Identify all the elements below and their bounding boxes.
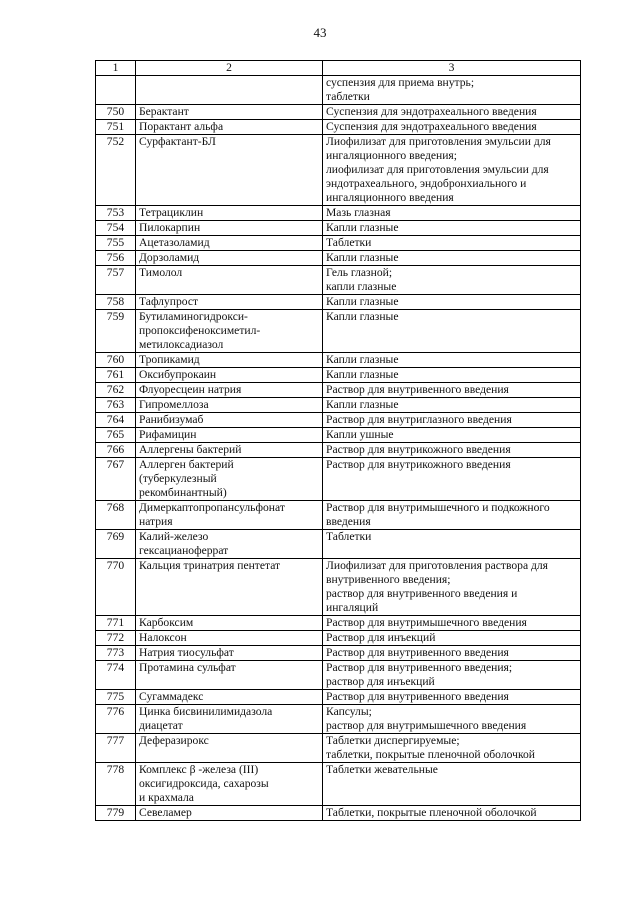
row-number: 774 — [96, 661, 136, 690]
table-row — [96, 105, 581, 120]
dosage-form-line: Капли глазные — [326, 295, 399, 308]
dosage-form-cell — [323, 559, 581, 616]
drug-name-cell — [136, 368, 323, 383]
table-row — [96, 383, 581, 398]
dosage-form-line: капли глазные — [326, 280, 397, 293]
table-row — [96, 530, 581, 559]
dosage-form-line: Капли глазные — [326, 251, 399, 264]
row-number: 777 — [96, 734, 136, 763]
dosage-form-cell — [323, 501, 581, 530]
drug-name-cell — [136, 76, 323, 105]
dosage-form-line: Суспензия для эндотрахеального введения — [326, 120, 537, 133]
dosage-form-line: Раствор для внутрикожного введения — [326, 443, 511, 456]
dosage-form-cell — [323, 353, 581, 368]
drug-name-line: Тропикамид — [139, 353, 200, 366]
table-row — [96, 76, 581, 105]
row-number: 767 — [96, 458, 136, 501]
header-col-1: 1 — [96, 61, 136, 76]
row-number: 758 — [96, 295, 136, 310]
dosage-form-cell — [323, 236, 581, 251]
row-number: 772 — [96, 631, 136, 646]
dosage-form-line: Раствор для внутривенного введения — [326, 383, 509, 396]
drug-name-cell — [136, 236, 323, 251]
drug-name-line: Тетрациклин — [139, 206, 204, 219]
table-row — [96, 251, 581, 266]
drug-name-cell — [136, 383, 323, 398]
row-number: 763 — [96, 398, 136, 413]
drug-name-cell — [136, 661, 323, 690]
dosage-form-cell — [323, 705, 581, 734]
table-row — [96, 806, 581, 821]
row-number: 750 — [96, 105, 136, 120]
dosage-form-line: Таблетки жевательные — [326, 763, 438, 776]
dosage-form-cell — [323, 806, 581, 821]
table-row — [96, 443, 581, 458]
dosage-form-line: Раствор для внутримышечного и подкожного — [326, 501, 550, 514]
dosage-form-line: Суспензия для эндотрахеального введения — [326, 105, 537, 118]
dosage-form-line: Капли глазные — [326, 310, 399, 323]
dosage-form-line: Таблетки, покрытые пленочной оболочкой — [326, 806, 537, 819]
drug-name-line: рекомбинантный) — [139, 486, 227, 499]
dosage-form-line: Капли ушные — [326, 428, 394, 441]
table-row — [96, 236, 581, 251]
dosage-form-line: Лиофилизат для приготовления раствора для — [326, 559, 549, 572]
drug-name-cell — [136, 559, 323, 616]
drug-name-cell — [136, 806, 323, 821]
dosage-form-line: введения — [326, 515, 371, 528]
table-row — [96, 763, 581, 806]
header-col-2: 2 — [136, 61, 323, 76]
dosage-form-line: суспензия для приема внутрь; — [326, 76, 475, 89]
table-row — [96, 353, 581, 368]
drug-name-line: Комплекс β -железа (III) — [139, 763, 259, 776]
drug-name-cell — [136, 206, 323, 221]
dosage-form-line: Раствор для внутрикожного введения — [326, 458, 511, 471]
drug-name-line: Аллергены бактерий — [139, 443, 242, 456]
drug-name-cell — [136, 616, 323, 631]
dosage-form-line: раствор для внутривенного введения и — [326, 587, 518, 600]
row-number: 778 — [96, 763, 136, 806]
row-number: 765 — [96, 428, 136, 443]
drug-name-line: Протамина сульфат — [139, 661, 236, 674]
row-number: 779 — [96, 806, 136, 821]
table-row — [96, 646, 581, 661]
table-row — [96, 413, 581, 428]
table-row — [96, 690, 581, 705]
dosage-form-cell — [323, 105, 581, 120]
drug-name-cell — [136, 443, 323, 458]
row-number: 764 — [96, 413, 136, 428]
dosage-form-cell — [323, 413, 581, 428]
dosage-form-line: Таблетки — [326, 236, 372, 249]
row-number: 755 — [96, 236, 136, 251]
dosage-form-line: ингаляций — [326, 601, 379, 614]
drug-name-line: пропоксифеноксиметил- — [139, 324, 261, 337]
table-row — [96, 221, 581, 236]
dosage-form-cell — [323, 458, 581, 501]
row-number: 756 — [96, 251, 136, 266]
dosage-form-line: Раствор для внутривенного введения — [326, 690, 509, 703]
drug-name-cell — [136, 501, 323, 530]
dosage-form-line: Раствор для инъекций — [326, 631, 436, 644]
table-row — [96, 266, 581, 295]
dosage-form-cell — [323, 295, 581, 310]
dosage-form-cell — [323, 661, 581, 690]
row-number: 768 — [96, 501, 136, 530]
drug-name-cell — [136, 428, 323, 443]
table-row — [96, 458, 581, 501]
page-number: 43 — [313, 25, 327, 40]
drug-name-cell — [136, 221, 323, 236]
drug-name-cell — [136, 705, 323, 734]
dosage-form-line: Раствор для внутримышечного введения — [326, 616, 527, 629]
dosage-form-line: раствор для инъекций — [326, 675, 435, 688]
dosage-form-cell — [323, 443, 581, 458]
dosage-form-cell — [323, 616, 581, 631]
row-number: 752 — [96, 135, 136, 206]
drug-name-line: Порактант альфа — [139, 120, 224, 133]
drug-table — [95, 60, 581, 821]
drug-name-line: и крахмала — [139, 791, 194, 804]
dosage-form-cell — [323, 221, 581, 236]
drug-name-line: диацетат — [139, 719, 183, 732]
table-row — [96, 734, 581, 763]
drug-name-line: Налоксон — [139, 631, 187, 644]
table-row — [96, 559, 581, 616]
drug-name-line: Тимолол — [139, 266, 183, 279]
dosage-form-line: ингаляционного введения; — [326, 149, 457, 162]
table-row — [96, 616, 581, 631]
dosage-form-cell — [323, 266, 581, 295]
table-row — [96, 428, 581, 443]
row-number: 757 — [96, 266, 136, 295]
drug-name-line: Рифамицин — [139, 428, 197, 441]
dosage-form-cell — [323, 368, 581, 383]
dosage-form-line: Таблетки диспергируемые; — [326, 734, 460, 747]
drug-name-cell — [136, 646, 323, 661]
drug-name-line: Цинка бисвинилимидазола — [139, 705, 273, 718]
row-number: 759 — [96, 310, 136, 353]
table-row — [96, 631, 581, 646]
drug-name-line: Оксибупрокаин — [139, 368, 217, 381]
row-number — [96, 76, 136, 105]
drug-name-line: Сугаммадекс — [139, 690, 204, 703]
drug-name-cell — [136, 530, 323, 559]
header-col-3: 3 — [323, 61, 581, 76]
dosage-form-cell — [323, 76, 581, 105]
dosage-form-line: Капли глазные — [326, 221, 399, 234]
dosage-form-line: таблетки — [326, 90, 370, 103]
drug-name-line: метилоксадиазол — [139, 338, 224, 351]
drug-name-line: Тафлупрост — [139, 295, 199, 308]
dosage-form-line: эндотрахеального, эндобронхиального и — [326, 177, 527, 190]
dosage-form-cell — [323, 428, 581, 443]
drug-name-cell — [136, 690, 323, 705]
drug-name-line: оксигидроксида, сахарозы — [139, 777, 269, 790]
dosage-form-line: Гель глазной; — [326, 266, 393, 279]
table-row — [96, 661, 581, 690]
dosage-form-line: Капли глазные — [326, 368, 399, 381]
drug-name-cell — [136, 295, 323, 310]
drug-name-line: Сурфактант-БЛ — [139, 135, 216, 148]
table-row — [96, 135, 581, 206]
drug-name-line: Аллерген бактерий — [139, 458, 234, 471]
drug-table-body — [96, 61, 581, 821]
row-number: 771 — [96, 616, 136, 631]
drug-name-line: Калий-железо — [139, 530, 209, 543]
drug-name-cell — [136, 251, 323, 266]
dosage-form-line: Раствор для внутриглазного введения — [326, 413, 512, 426]
dosage-form-line: Раствор для внутривенного введения — [326, 646, 509, 659]
drug-name-line: гексацианоферрат — [139, 544, 229, 557]
dosage-form-line: Мазь глазная — [326, 206, 391, 219]
table-row — [96, 120, 581, 135]
dosage-form-line: раствор для внутримышечного введения — [326, 719, 527, 732]
row-number: 753 — [96, 206, 136, 221]
drug-name-line: Пилокарпин — [139, 221, 201, 234]
dosage-form-line: Капли глазные — [326, 398, 399, 411]
table-row — [96, 398, 581, 413]
drug-name-line — [139, 76, 319, 90]
table-header-row — [96, 61, 581, 76]
dosage-form-cell — [323, 206, 581, 221]
drug-name-line: Ацетазоламид — [139, 236, 210, 249]
dosage-form-line: Капсулы; — [326, 705, 372, 718]
drug-name-cell — [136, 458, 323, 501]
drug-name-cell — [136, 135, 323, 206]
drug-name-line: Ранибизумаб — [139, 413, 204, 426]
row-number: 762 — [96, 383, 136, 398]
dosage-form-cell — [323, 734, 581, 763]
dosage-form-line: внутривенного введения; — [326, 573, 451, 586]
row-number: 766 — [96, 443, 136, 458]
table-row — [96, 501, 581, 530]
drug-name-cell — [136, 631, 323, 646]
drug-name-line: Гипромеллоза — [139, 398, 209, 411]
drug-name-line: Натрия тиосульфат — [139, 646, 234, 659]
row-number: 751 — [96, 120, 136, 135]
dosage-form-cell — [323, 310, 581, 353]
dosage-form-cell — [323, 690, 581, 705]
row-number: 773 — [96, 646, 136, 661]
table-row — [96, 310, 581, 353]
dosage-form-line: Таблетки — [326, 530, 372, 543]
drug-name-line: Бутиламиногидрокси- — [139, 310, 248, 323]
drug-name-line: Берактант — [139, 105, 189, 118]
table-row — [96, 705, 581, 734]
row-number: 775 — [96, 690, 136, 705]
drug-name-line: Кальция тринатрия пентетат — [139, 559, 281, 572]
drug-name-cell — [136, 120, 323, 135]
drug-name-line: Флуоресцеин натрия — [139, 383, 242, 396]
row-number: 754 — [96, 221, 136, 236]
dosage-form-line: таблетки, покрытые пленочной оболочкой — [326, 748, 535, 761]
row-number: 769 — [96, 530, 136, 559]
table-row — [96, 295, 581, 310]
table-row — [96, 368, 581, 383]
row-number: 776 — [96, 705, 136, 734]
drug-name-line: Карбоксим — [139, 616, 194, 629]
dosage-form-cell — [323, 120, 581, 135]
row-number: 760 — [96, 353, 136, 368]
drug-name-line: (туберкулезный — [139, 472, 217, 485]
drug-name-cell — [136, 266, 323, 295]
dosage-form-cell — [323, 763, 581, 806]
drug-name-cell — [136, 734, 323, 763]
drug-name-line: Деферазирокс — [139, 734, 209, 747]
drug-name-cell — [136, 105, 323, 120]
dosage-form-cell — [323, 530, 581, 559]
row-number: 770 — [96, 559, 136, 616]
dosage-form-line: ингаляционного введения — [326, 191, 454, 204]
dosage-form-cell — [323, 383, 581, 398]
dosage-form-cell — [323, 646, 581, 661]
dosage-form-cell — [323, 135, 581, 206]
table-row — [96, 206, 581, 221]
dosage-form-cell — [323, 398, 581, 413]
drug-name-cell — [136, 413, 323, 428]
dosage-form-line: Раствор для внутривенного введения; — [326, 661, 513, 674]
dosage-form-line: Капли глазные — [326, 353, 399, 366]
drug-name-cell — [136, 310, 323, 353]
dosage-form-line: Лиофилизат для приготовления эмульсии для — [326, 135, 551, 148]
drug-name-line: Дорзоламид — [139, 251, 200, 264]
drug-name-line: натрия — [139, 515, 173, 528]
drug-name-cell — [136, 353, 323, 368]
drug-name-line: Севеламер — [139, 806, 192, 819]
drug-name-line: Димеркаптопропансульфонат — [139, 501, 285, 514]
dosage-form-line: лиофилизат для приготовления эмульсии для — [326, 163, 549, 176]
dosage-form-cell — [323, 251, 581, 266]
dosage-form-cell — [323, 631, 581, 646]
row-number: 761 — [96, 368, 136, 383]
drug-name-cell — [136, 763, 323, 806]
drug-name-cell — [136, 398, 323, 413]
